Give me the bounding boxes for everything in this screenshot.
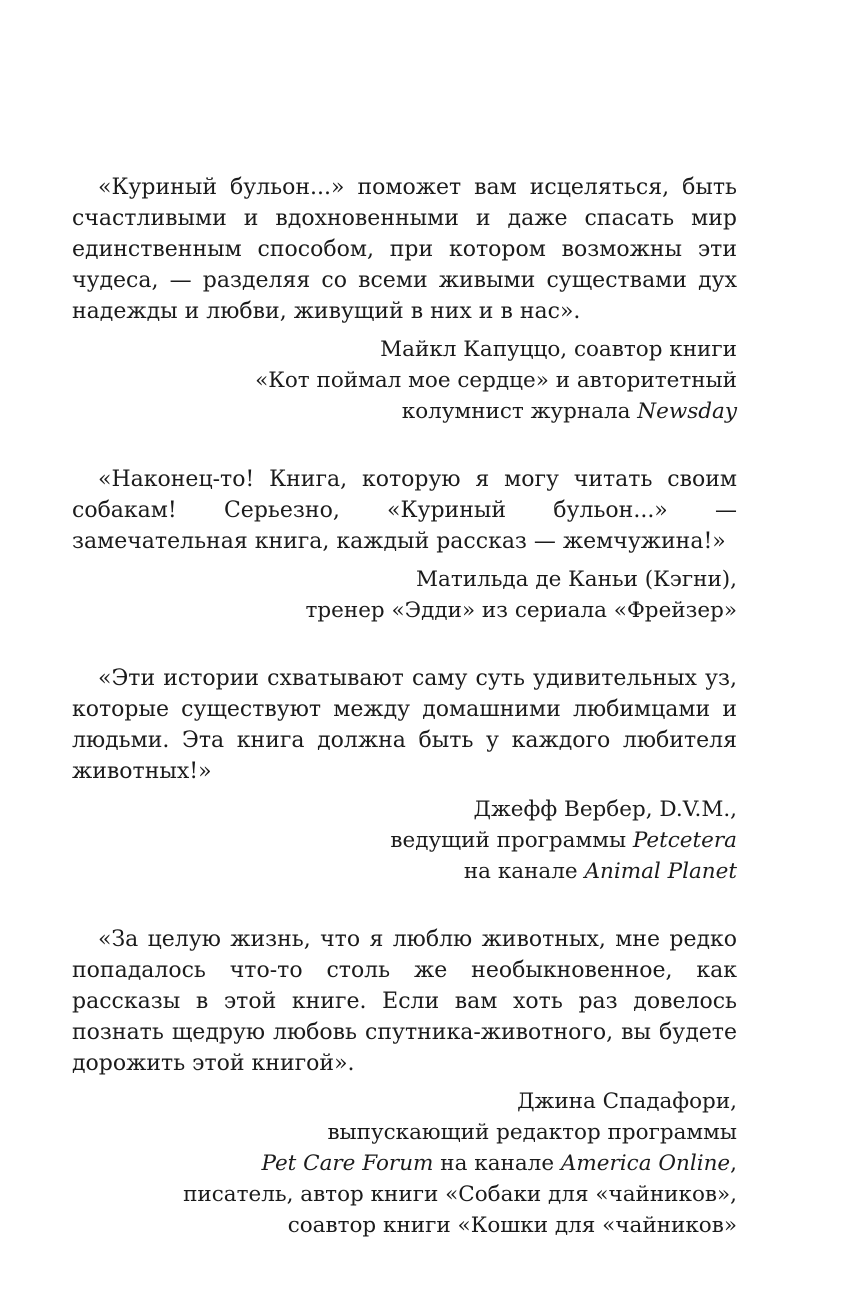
- attribution-text: на канале: [463, 859, 585, 884]
- attribution: [72, 334, 737, 427]
- quote-text: «Эти истории схватывают саму суть удивительных уз, которые существуют между домашними любимцами и людьми. Эта книга должна быть у каждого любителя животных!»: [72, 666, 737, 784]
- attribution: [72, 564, 737, 626]
- italic-work-title: America Online: [560, 1151, 731, 1176]
- quote-text: «Наконец-то! Книга, которую я могу читать своим собакам! Серьезно, «Куриный бульон...» — замечательная книга, каждый рассказ — жемчужина!»: [72, 467, 737, 554]
- italic-work-title: Newsday: [637, 399, 737, 424]
- testimonial-block: [72, 464, 737, 626]
- italic-work-title: Animal Planet: [584, 859, 737, 884]
- attribution-text: на канале: [433, 1151, 561, 1176]
- attribution-text: Матильда де Каньи (Кэгни),: [416, 567, 737, 592]
- attribution-text: колумнист журнала: [401, 399, 638, 424]
- attribution-text: «Кот поймал мое сердце» и авторитетный: [255, 368, 737, 393]
- attribution-text: ведущий программы: [390, 828, 633, 853]
- testimonials: [72, 172, 737, 1241]
- quote-text: «За целую жизнь, что я люблю животных, мне редко попадалось что-то столь же необыкновенное, как рассказы в этой книге. Если вам хоть раз довелось познать щедрую любовь спутника-животного, вы будете дорожить этой книгой».: [72, 927, 737, 1076]
- attribution-text: ,: [730, 1151, 737, 1176]
- italic-work-title: Petcetera: [632, 828, 737, 853]
- attribution-text: выпускающий редактор программы: [327, 1120, 737, 1145]
- quote-text: «Куриный бульон...» поможет вам исцеляться, быть счастливыми и вдохновенными и даже спасать мир единственным способом, при котором возможны эти чудеса, — разделяя со всеми живыми существами дух надежды и любви, живущий в них и в нас».: [72, 175, 737, 324]
- attribution-text: Майкл Капуццо, соавтор книги: [380, 337, 737, 362]
- italic-work-title: Pet Care Forum: [261, 1151, 434, 1176]
- attribution-text: соавтор книги «Кошки для «чайников»: [287, 1213, 737, 1238]
- testimonial-block: [72, 172, 737, 427]
- attribution-text: тренер «Эдди» из сериала «Фрейзер»: [305, 598, 737, 623]
- attribution: [72, 794, 737, 887]
- attribution-text: писатель, автор книги «Собаки для «чайников»,: [183, 1182, 737, 1207]
- attribution-text: Джефф Вербер, D.V.M.,: [473, 797, 737, 822]
- attribution-text: Джина Спадафори,: [517, 1089, 737, 1114]
- attribution: [72, 1086, 737, 1241]
- testimonial-block: [72, 663, 737, 887]
- testimonial-block: [72, 924, 737, 1241]
